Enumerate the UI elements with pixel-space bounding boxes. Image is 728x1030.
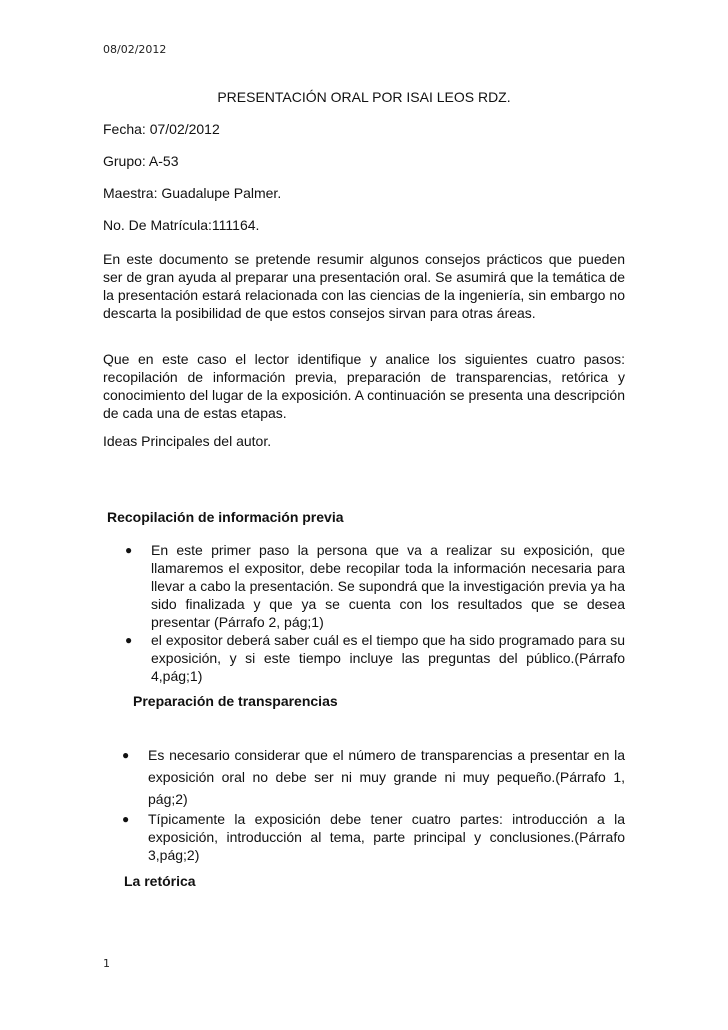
- meta-matricula: No. De Matrícula:111164.: [103, 217, 260, 233]
- list-item: [122, 810, 625, 864]
- intro-paragraph: En este documento se pretende resumir algunos consejos prácticos que pueden ser de gran ayuda al preparar una presentación oral. Se asumirá que la temática de la presentación estará relacionada con las ciencias de la ingeniería, sin embargo no descarta la posibilidad de que estos consejos sirvan para otras áreas.: [103, 251, 625, 321]
- list-item: [125, 541, 625, 631]
- list-item: [122, 744, 625, 810]
- document-title: PRESENTACIÓN ORAL POR ISAI LEOS RDZ.: [217, 89, 511, 105]
- bullet-dot-icon: ●: [122, 812, 130, 826]
- section-heading-retorica: La retórica: [124, 873, 196, 889]
- header-date: 08/02/2012: [103, 43, 167, 56]
- bullet-list-transparencias: [122, 744, 625, 864]
- ideas-heading: Ideas Principales del autor.: [103, 433, 272, 449]
- bullet-text: Típicamente la exposición debe tener cuatro partes: introducción a la exposición, introducción al tema, parte principal y conclusiones.(Párrafo 3,pág;2): [148, 811, 625, 863]
- bullet-dot-icon: ●: [125, 543, 133, 557]
- bullet-list-recopilacion: [125, 541, 625, 685]
- meta-maestra: Maestra: Guadalupe Palmer.: [103, 185, 282, 201]
- section-heading-recopilacion: Recopilación de información previa: [107, 509, 344, 525]
- bullet-text: el expositor deberá saber cuál es el tiempo que ha sido programado para su exposición, y si este tiempo incluye las preguntas del público.(Párrafo 4,pág;1): [151, 632, 625, 684]
- bullet-dot-icon: ●: [125, 633, 133, 647]
- meta-grupo: Grupo: A-53: [103, 153, 179, 169]
- bullet-dot-icon: ●: [122, 748, 130, 762]
- page-number: 1: [103, 957, 110, 970]
- list-item: [125, 631, 625, 685]
- section-heading-transparencias: Preparación de transparencias: [133, 693, 338, 709]
- meta-fecha: Fecha: 07/02/2012: [103, 121, 220, 137]
- bullet-text: Es necesario considerar que el número de transparencias a presentar en la exposición oral no debe ser ni muy grande ni muy pequeño.(Párrafo 1, pág;2): [148, 747, 625, 807]
- bullet-text: En este primer paso la persona que va a realizar su exposición, que llamaremos el expositor, debe recopilar toda la información necesaria para llevar a cabo la presentación. Se supondrá que la investigación previa ya ha sido finalizada y que ya se cuenta con los resultados que se desea presentar (Párrafo 2, pág;1): [151, 542, 625, 630]
- steps-paragraph: Que en este caso el lector identifique y analice los siguientes cuatro pasos: recopilación de información previa, preparación de transparencias, retórica y conocimiento del lugar de la exposición. A continuación se presenta una descripción de cada una de estas etapas.: [103, 351, 625, 421]
